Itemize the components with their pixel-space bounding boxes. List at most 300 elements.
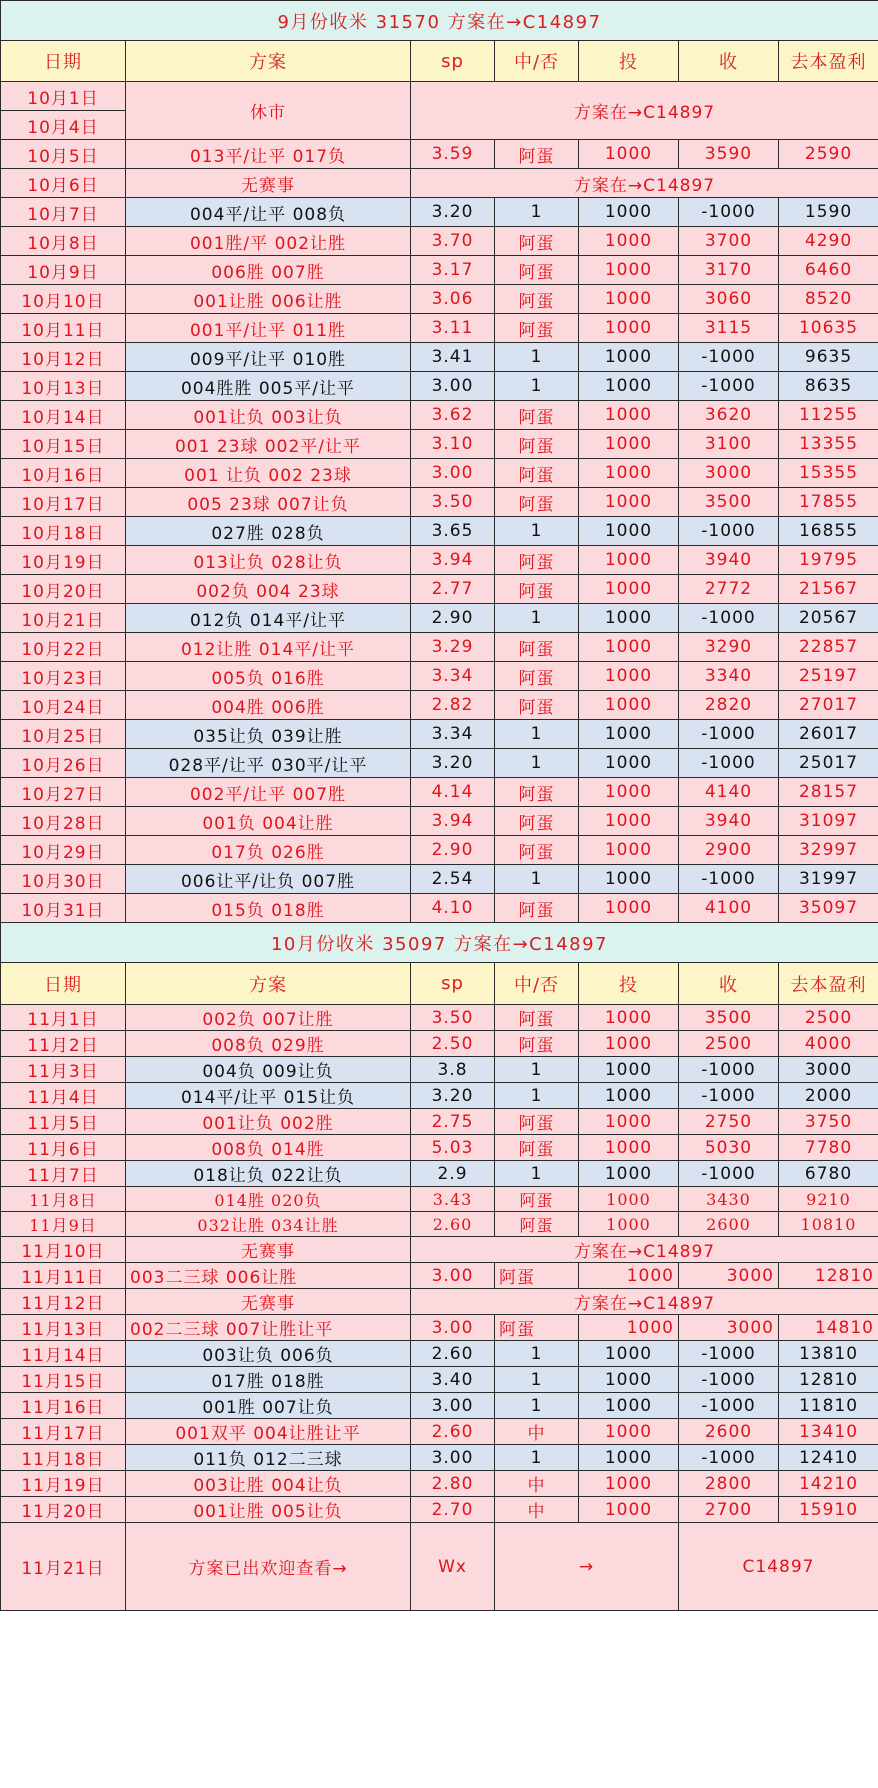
- plan-cell: 004负 009让负: [126, 1057, 411, 1083]
- return-cell: 2600: [679, 1212, 779, 1237]
- date-cell: 10月20日: [1, 575, 126, 604]
- plan-cell: 017负 026胜: [126, 836, 411, 865]
- sp-cell: 2.60: [411, 1419, 495, 1445]
- date-cell: 11月13日: [1, 1315, 126, 1341]
- stake-cell: 1000: [579, 836, 679, 865]
- stake-cell: 1000: [579, 517, 679, 546]
- table-row: [1, 1445, 878, 1471]
- table-row: [1, 1212, 878, 1237]
- profit-cell: 25017: [779, 749, 878, 778]
- banner-text: 9月份收米 31570 方案在→C14897: [1, 1, 878, 41]
- table-row: [1, 1161, 878, 1187]
- result-cell: 阿蛋: [495, 1315, 579, 1341]
- result-cell: 1: [495, 198, 579, 227]
- table-row: [1, 1083, 878, 1109]
- date-cell: 10月4日: [1, 111, 126, 140]
- plan-cell: 008负 029胜: [126, 1031, 411, 1057]
- return-cell: 2600: [679, 1419, 779, 1445]
- profit-cell: 10810: [779, 1212, 878, 1237]
- sp-cell: 2.54: [411, 865, 495, 894]
- result-cell: 阿蛋: [495, 633, 579, 662]
- sp-cell: 2.80: [411, 1471, 495, 1497]
- sp-cell: 3.11: [411, 314, 495, 343]
- column-header: 日期: [1, 963, 126, 1005]
- return-cell: 2900: [679, 836, 779, 865]
- table-row: [1, 546, 878, 575]
- result-cell: 1: [495, 749, 579, 778]
- return-cell: -1000: [679, 865, 779, 894]
- sp-cell: 2.60: [411, 1341, 495, 1367]
- date-cell: 11月16日: [1, 1393, 126, 1419]
- plan-cell: 012负 014平/让平: [126, 604, 411, 633]
- return-cell: 3700: [679, 227, 779, 256]
- plan-cell: 035让负 039让胜: [126, 720, 411, 749]
- table-row: [1, 227, 878, 256]
- sp-cell: 3.17: [411, 256, 495, 285]
- plan-cell: 002二三球 007让胜让平: [126, 1315, 411, 1341]
- result-cell: 1: [495, 1083, 579, 1109]
- table-row: [1, 1497, 878, 1523]
- plan-cell: 032让胜 034让胜: [126, 1212, 411, 1237]
- stake-cell: 1000: [579, 227, 679, 256]
- no-match-row: [1, 1237, 878, 1263]
- date-cell: 10月27日: [1, 778, 126, 807]
- plan-cell: 无赛事: [126, 169, 411, 198]
- table-row: [1, 1057, 878, 1083]
- plan-cell: 003二三球 006让胜: [126, 1263, 411, 1289]
- date-cell: 11月20日: [1, 1497, 126, 1523]
- profit-cell: 10635: [779, 314, 878, 343]
- result-cell: 1: [495, 1161, 579, 1187]
- stake-cell: 1000: [579, 807, 679, 836]
- plan-cell: 001胜/平 002让胜: [126, 227, 411, 256]
- date-cell: 11月8日: [1, 1187, 126, 1212]
- date-cell: 10月18日: [1, 517, 126, 546]
- return-cell: 3340: [679, 662, 779, 691]
- stake-cell: 1000: [579, 459, 679, 488]
- date-cell: 11月1日: [1, 1005, 126, 1031]
- stake-cell: 1000: [579, 1497, 679, 1523]
- return-cell: 3290: [679, 633, 779, 662]
- sp-cell: 2.50: [411, 1031, 495, 1057]
- profit-cell: 32997: [779, 836, 878, 865]
- table-row: [1, 488, 878, 517]
- return-cell: 3940: [679, 546, 779, 575]
- return-cell: -1000: [679, 1161, 779, 1187]
- profit-cell: 12810: [779, 1367, 878, 1393]
- profit-cell: 35097: [779, 894, 878, 923]
- profit-cell: 9210: [779, 1187, 878, 1212]
- result-cell: 1: [495, 865, 579, 894]
- stake-cell: 1000: [579, 140, 679, 169]
- plan-cell: 006胜 007胜: [126, 256, 411, 285]
- stake-cell: 1000: [579, 314, 679, 343]
- sp-cell: 3.70: [411, 227, 495, 256]
- plan-cell: 008负 014胜: [126, 1135, 411, 1161]
- table-row: [1, 894, 878, 923]
- profit-cell: 26017: [779, 720, 878, 749]
- return-cell: -1000: [679, 749, 779, 778]
- sp-cell: 3.94: [411, 546, 495, 575]
- date-cell: 10月16日: [1, 459, 126, 488]
- date-cell: 11月12日: [1, 1289, 126, 1315]
- date-cell: 10月31日: [1, 894, 126, 923]
- profit-cell: 13410: [779, 1419, 878, 1445]
- stake-cell: 1000: [579, 894, 679, 923]
- return-cell: -1000: [679, 720, 779, 749]
- table-row: [1, 198, 878, 227]
- result-cell: 阿蛋: [495, 1187, 579, 1212]
- stake-cell: 1000: [579, 1135, 679, 1161]
- no-match-row: [1, 169, 878, 198]
- sp-cell: 2.9: [411, 1161, 495, 1187]
- profit-cell: 16855: [779, 517, 878, 546]
- profit-cell: 25197: [779, 662, 878, 691]
- sp-cell: 3.29: [411, 633, 495, 662]
- profit-cell: 17855: [779, 488, 878, 517]
- stake-cell: 1000: [579, 1187, 679, 1212]
- sp-cell: 3.00: [411, 1263, 495, 1289]
- profit-cell: 7780: [779, 1135, 878, 1161]
- closed-row: [1, 82, 878, 111]
- profit-cell: 2500: [779, 1005, 878, 1031]
- result-cell: 阿蛋: [495, 140, 579, 169]
- stake-cell: 1000: [579, 1263, 679, 1289]
- stake-cell: 1000: [579, 488, 679, 517]
- plan-cell: 001 让负 002 23球: [126, 459, 411, 488]
- return-cell: -1000: [679, 1057, 779, 1083]
- plan-cell: 001 23球 002平/让平: [126, 430, 411, 459]
- table-row: [1, 807, 878, 836]
- result-cell: 阿蛋: [495, 778, 579, 807]
- plan-cell: 004平/让平 008负: [126, 198, 411, 227]
- date-cell: 11月2日: [1, 1031, 126, 1057]
- return-cell: 3500: [679, 1005, 779, 1031]
- table-row: [1, 604, 878, 633]
- date-cell: 11月14日: [1, 1341, 126, 1367]
- sp-cell: 3.06: [411, 285, 495, 314]
- date-cell: 11月6日: [1, 1135, 126, 1161]
- sp-cell: 3.62: [411, 401, 495, 430]
- date-cell: 10月11日: [1, 314, 126, 343]
- profit-cell: 15355: [779, 459, 878, 488]
- stake-cell: 1000: [579, 401, 679, 430]
- return-cell: 2772: [679, 575, 779, 604]
- date-cell: 10月19日: [1, 546, 126, 575]
- final-row: [1, 1523, 878, 1611]
- stake-cell: 1000: [579, 691, 679, 720]
- profit-cell: 14210: [779, 1471, 878, 1497]
- sp-cell: 3.10: [411, 430, 495, 459]
- profit-cell: 20567: [779, 604, 878, 633]
- sp-cell: 3.00: [411, 1445, 495, 1471]
- return-cell: 3115: [679, 314, 779, 343]
- plan-cell: 002负 004 23球: [126, 575, 411, 604]
- stake-cell: 1000: [579, 1031, 679, 1057]
- plan-cell: 027胜 028负: [126, 517, 411, 546]
- date-cell: 11月4日: [1, 1083, 126, 1109]
- plan-cell: 005 23球 007让负: [126, 488, 411, 517]
- profit-cell: 13355: [779, 430, 878, 459]
- table-row: [1, 459, 878, 488]
- table-row: [1, 314, 878, 343]
- result-cell: 阿蛋: [495, 314, 579, 343]
- table-row: [1, 1393, 878, 1419]
- profit-cell: 27017: [779, 691, 878, 720]
- column-header: 收: [679, 41, 779, 82]
- plan-cell: 休市: [126, 82, 411, 140]
- plan-cell: 012让胜 014平/让平: [126, 633, 411, 662]
- table-row: [1, 256, 878, 285]
- stake-cell: 1000: [579, 1212, 679, 1237]
- stake-cell: 1000: [579, 1419, 679, 1445]
- date-cell: 10月5日: [1, 140, 126, 169]
- result-cell: 阿蛋: [495, 227, 579, 256]
- return-cell: 3590: [679, 140, 779, 169]
- table-row: [1, 575, 878, 604]
- return-cell: 3620: [679, 401, 779, 430]
- date-cell: 11月18日: [1, 1445, 126, 1471]
- table-row: [1, 749, 878, 778]
- plan-cell: 003让胜 004让负: [126, 1471, 411, 1497]
- date-cell: 10月13日: [1, 372, 126, 401]
- sp-cell: 3.00: [411, 372, 495, 401]
- table-row: [1, 691, 878, 720]
- banner-text: 10月份收米 35097 方案在→C14897: [1, 923, 878, 963]
- table-row: [1, 633, 878, 662]
- stake-cell: 1000: [579, 1005, 679, 1031]
- return-cell: 2700: [679, 1497, 779, 1523]
- date-cell: 11月15日: [1, 1367, 126, 1393]
- return-cell: -1000: [679, 198, 779, 227]
- return-cell: -1000: [679, 372, 779, 401]
- plan-cell: 002平/让平 007胜: [126, 778, 411, 807]
- date-cell: 10月8日: [1, 227, 126, 256]
- result-cell: 1: [495, 372, 579, 401]
- table-row: [1, 1263, 878, 1289]
- sp-cell: 3.20: [411, 1083, 495, 1109]
- no-match-row: [1, 1289, 878, 1315]
- result-cell: 1: [495, 1367, 579, 1393]
- header-row: [1, 41, 878, 82]
- stake-cell: 1000: [579, 662, 679, 691]
- stake-cell: 1000: [579, 720, 679, 749]
- note-cell: 方案在→C14897: [411, 1289, 878, 1315]
- table-row: [1, 1341, 878, 1367]
- return-cell: 3430: [679, 1187, 779, 1212]
- return-cell: 2500: [679, 1031, 779, 1057]
- date-cell: 10月9日: [1, 256, 126, 285]
- date-cell: 11月11日: [1, 1263, 126, 1289]
- plan-cell: 003让负 006负: [126, 1341, 411, 1367]
- table-row: [1, 1419, 878, 1445]
- result-cell: 阿蛋: [495, 807, 579, 836]
- profit-cell: 2590: [779, 140, 878, 169]
- stake-cell: 1000: [579, 1341, 679, 1367]
- date-cell: 10月26日: [1, 749, 126, 778]
- date-cell: 10月23日: [1, 662, 126, 691]
- stake-cell: 1000: [579, 430, 679, 459]
- return-cell: 3000: [679, 459, 779, 488]
- table-row: [1, 401, 878, 430]
- plan-cell: 001胜 007让负: [126, 1393, 411, 1419]
- date-cell: 10月30日: [1, 865, 126, 894]
- column-header: 投: [579, 963, 679, 1005]
- table-row: [1, 1005, 878, 1031]
- plan-cell: 009平/让平 010胜: [126, 343, 411, 372]
- table-row: [1, 372, 878, 401]
- profit-cell: 1590: [779, 198, 878, 227]
- date-cell: 10月10日: [1, 285, 126, 314]
- date-cell: 10月6日: [1, 169, 126, 198]
- column-header: 方案: [126, 41, 411, 82]
- table-row: [1, 517, 878, 546]
- return-cell: -1000: [679, 1341, 779, 1367]
- profit-cell: 4290: [779, 227, 878, 256]
- plan-cell: 001让胜 005让负: [126, 1497, 411, 1523]
- stake-cell: 1000: [579, 749, 679, 778]
- result-cell: 阿蛋: [495, 488, 579, 517]
- plan-cell: 013让负 028让负: [126, 546, 411, 575]
- result-cell: 1: [495, 1393, 579, 1419]
- stake-cell: 1000: [579, 343, 679, 372]
- plan-cell: 001双平 004让胜让平: [126, 1419, 411, 1445]
- stake-cell: 1000: [579, 865, 679, 894]
- plan-cell: 011负 012二三球: [126, 1445, 411, 1471]
- date-cell: 10月21日: [1, 604, 126, 633]
- result-cell: 阿蛋: [495, 894, 579, 923]
- plan-cell: 004胜 006胜: [126, 691, 411, 720]
- month-banner-oct: [1, 923, 878, 963]
- stake-cell: 1000: [579, 604, 679, 633]
- table-row: [1, 662, 878, 691]
- plan-cell: 001负 004让胜: [126, 807, 411, 836]
- header-row: [1, 963, 878, 1005]
- profit-cell: 8635: [779, 372, 878, 401]
- note-cell: 方案在→C14897: [411, 1237, 878, 1263]
- date-cell: 10月7日: [1, 198, 126, 227]
- result-cell: 1: [495, 604, 579, 633]
- date-cell: 10月15日: [1, 430, 126, 459]
- sp-cell: 2.90: [411, 836, 495, 865]
- date-cell: 11月3日: [1, 1057, 126, 1083]
- date-cell: 11月7日: [1, 1161, 126, 1187]
- sp-cell: 3.41: [411, 343, 495, 372]
- stake-cell: 1000: [579, 778, 679, 807]
- result-cell: 1: [495, 517, 579, 546]
- result-cell: 阿蛋: [495, 459, 579, 488]
- return-cell: -1000: [679, 517, 779, 546]
- result-cell: 阿蛋: [495, 546, 579, 575]
- return-cell: -1000: [679, 1393, 779, 1419]
- sp-cell: 3.65: [411, 517, 495, 546]
- sp-cell: 3.50: [411, 1005, 495, 1031]
- stake-cell: 1000: [579, 198, 679, 227]
- table-row: [1, 778, 878, 807]
- stake-cell: 1000: [579, 1315, 679, 1341]
- sp-cell: 3.00: [411, 1315, 495, 1341]
- column-header: 方案: [126, 963, 411, 1005]
- sp-cell: 3.20: [411, 198, 495, 227]
- table-row: [1, 343, 878, 372]
- return-cell: -1000: [679, 1445, 779, 1471]
- sp-cell: 2.75: [411, 1109, 495, 1135]
- plan-cell: 004胜胜 005平/让平: [126, 372, 411, 401]
- plan-cell: 002负 007让胜: [126, 1005, 411, 1031]
- result-cell: 阿蛋: [495, 401, 579, 430]
- sp-cell: 4.10: [411, 894, 495, 923]
- return-cell: 5030: [679, 1135, 779, 1161]
- stake-cell: 1000: [579, 1445, 679, 1471]
- plan-cell: 006让平/让负 007胜: [126, 865, 411, 894]
- return-cell: 3170: [679, 256, 779, 285]
- profit-cell: 3000: [779, 1057, 878, 1083]
- return-cell: 3940: [679, 807, 779, 836]
- column-header: 中/否: [495, 963, 579, 1005]
- column-header: 投: [579, 41, 679, 82]
- plan-cell: 001让胜 006让胜: [126, 285, 411, 314]
- column-header: 去本盈利: [779, 963, 878, 1005]
- sp-cell: 3.8: [411, 1057, 495, 1083]
- date-cell: 11月9日: [1, 1212, 126, 1237]
- sp-cell: 3.20: [411, 749, 495, 778]
- result-cell: 1: [495, 1057, 579, 1083]
- return-cell: 2800: [679, 1471, 779, 1497]
- sp-cell: 3.43: [411, 1187, 495, 1212]
- return-cell: -1000: [679, 343, 779, 372]
- table-row: [1, 865, 878, 894]
- profit-cell: 22857: [779, 633, 878, 662]
- profit-cell: 31097: [779, 807, 878, 836]
- stake-cell: 1000: [579, 1471, 679, 1497]
- sp-cell: 3.34: [411, 720, 495, 749]
- stake-cell: 1000: [579, 1393, 679, 1419]
- table-row: [1, 1031, 878, 1057]
- stake-cell: 1000: [579, 256, 679, 285]
- sp-cell: 3.59: [411, 140, 495, 169]
- table-row: [1, 430, 878, 459]
- result-cell: 阿蛋: [495, 662, 579, 691]
- return-cell: 3100: [679, 430, 779, 459]
- result-cell: 阿蛋: [495, 1005, 579, 1031]
- plan-cell: 013平/让平 017负: [126, 140, 411, 169]
- date-cell: 10月25日: [1, 720, 126, 749]
- month-banner-sep: [1, 1, 878, 41]
- result-cell: 1: [495, 1445, 579, 1471]
- plan-cell: 001让负 002胜: [126, 1109, 411, 1135]
- date-cell: 10月29日: [1, 836, 126, 865]
- stake-cell: 1000: [579, 633, 679, 662]
- result-cell: 阿蛋: [495, 1031, 579, 1057]
- plan-cell: 014平/让平 015让负: [126, 1083, 411, 1109]
- stake-cell: 1000: [579, 546, 679, 575]
- stake-cell: 1000: [579, 575, 679, 604]
- profit-cell: 3750: [779, 1109, 878, 1135]
- return-cell: -1000: [679, 1083, 779, 1109]
- plan-cell: 无赛事: [126, 1289, 411, 1315]
- sp-cell: 3.40: [411, 1367, 495, 1393]
- profit-cell: 14810: [779, 1315, 878, 1341]
- return-cell: 3060: [679, 285, 779, 314]
- table-row: [1, 1109, 878, 1135]
- column-header: 中/否: [495, 41, 579, 82]
- profit-cell: 21567: [779, 575, 878, 604]
- stake-cell: 1000: [579, 1367, 679, 1393]
- result-cell: 阿蛋: [495, 575, 579, 604]
- sp-cell: 5.03: [411, 1135, 495, 1161]
- stake-cell: 1000: [579, 1109, 679, 1135]
- return-cell: -1000: [679, 1367, 779, 1393]
